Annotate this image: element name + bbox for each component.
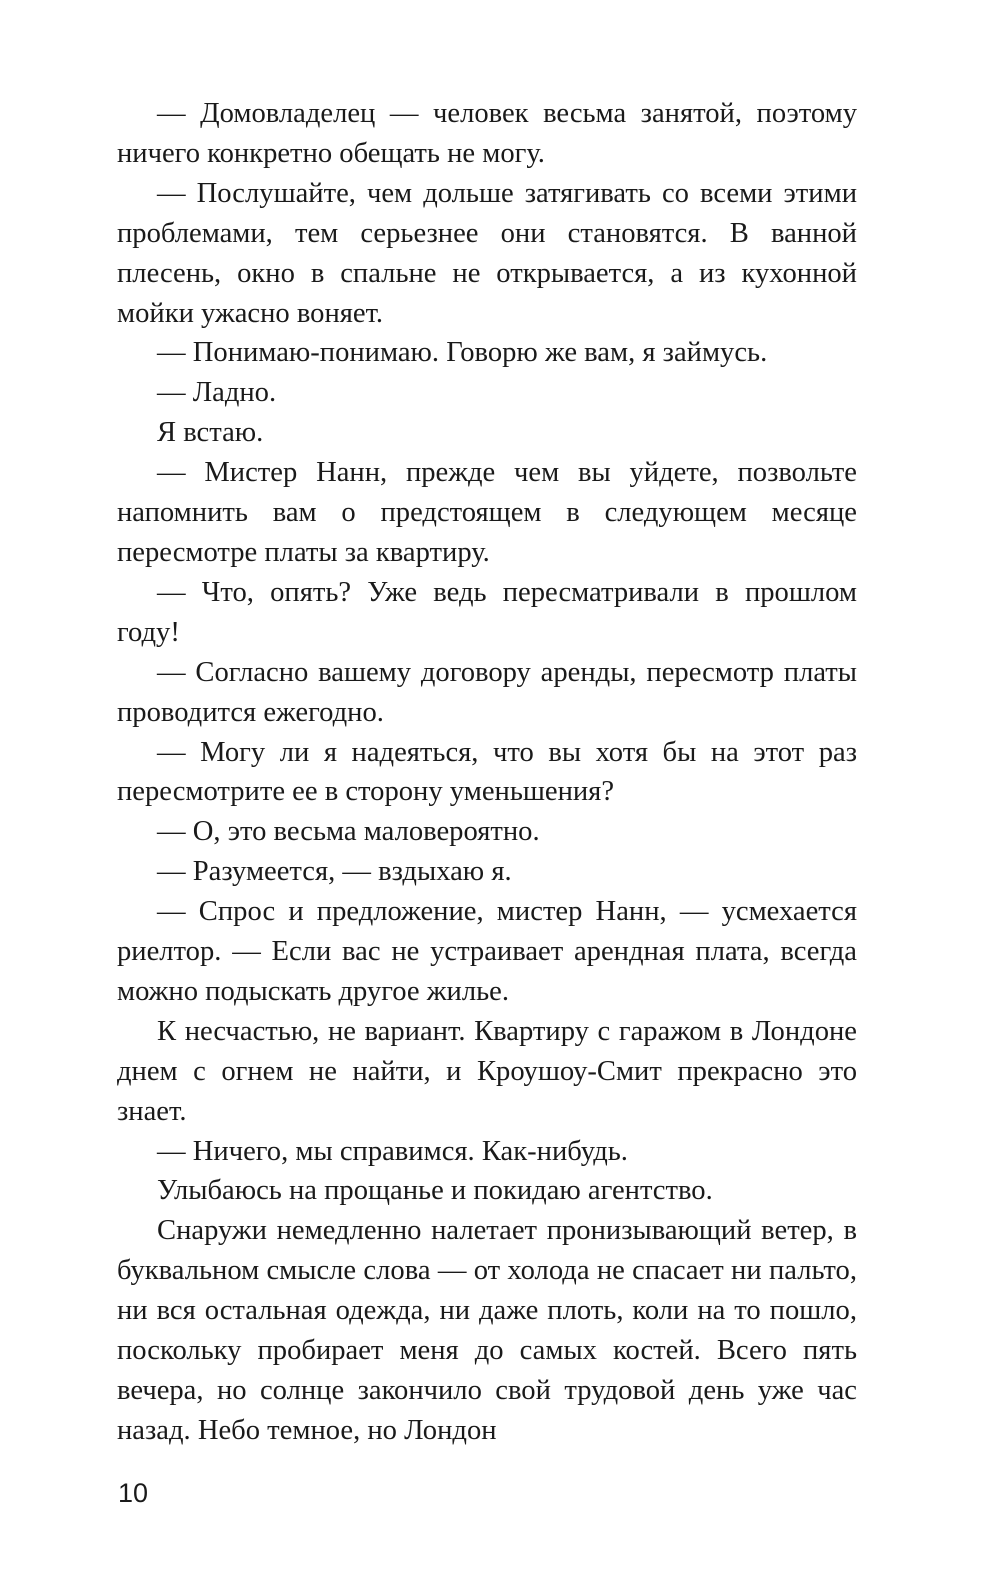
- paragraph: — Домовладелец — человек весьма занятой, поэтому ничего конкретно обещать не могу.: [117, 98, 857, 169]
- paragraph: — О, это весьма маловероятно.: [157, 816, 540, 848]
- paragraph: — Мистер Нанн, прежде чем вы уйдете, позвольте напомнить вам о предстоящем в следующем месяце пересмотре платы за квартиру.: [117, 457, 857, 568]
- paragraph: К несчастью, не вариант. Квартиру с гаражом в Лондоне днем с огнем не найти, и Кроушоу-Смит прекрасно это знает.: [117, 1015, 857, 1127]
- paragraph: — Спрос и предложение, мистер Нанн, — усмехается риелтор. — Если вас не устраивает арендная плата, всегда можно подыскать другое жилье.: [117, 896, 857, 1007]
- paragraph: — Разумеется, — вздыхаю я.: [157, 856, 512, 888]
- paragraph: — Понимаю-понимаю. Говорю же вам, я займусь.: [157, 337, 768, 369]
- paragraph: — Что, опять? Уже ведь пересматривали в прошлом году!: [117, 576, 857, 648]
- paragraph: Улыбаюсь на прощанье и покидаю агентство.: [157, 1175, 713, 1207]
- paragraph: Снаружи немедленно налетает пронизывающий ветер, в буквальном смысле слова — от холода не спасает ни пальто, ни вся остальная одежда, ни даже плоть, коли на то пошло, поскольку пробирает меня до самых костей. Всего пять вечера, но солнце закончило свой трудовой день уже час назад. Небо темное, но Лондон: [117, 1215, 857, 1446]
- paragraph: Я встаю.: [157, 417, 264, 449]
- paragraph: — Послушайте, чем дольше затягивать со всеми этими проблемами, тем серьезнее они становятся. В ванной плесень, окно в спальне не открывается, а из кухонной мойки ужасно воняет.: [117, 177, 857, 329]
- paragraph: — Могу ли я надеяться, что вы хотя бы на этот раз пересмотрите ее в сторону уменьшения?: [117, 736, 857, 808]
- body-text: [117, 94, 857, 1451]
- page-number: 10: [118, 1478, 149, 1508]
- paragraph: — Ничего, мы справимся. Как-нибудь.: [157, 1135, 628, 1167]
- paragraph: — Согласно вашему договору аренды, пересмотр платы проводится ежегодно.: [117, 656, 857, 728]
- paragraph: — Ладно.: [157, 377, 277, 409]
